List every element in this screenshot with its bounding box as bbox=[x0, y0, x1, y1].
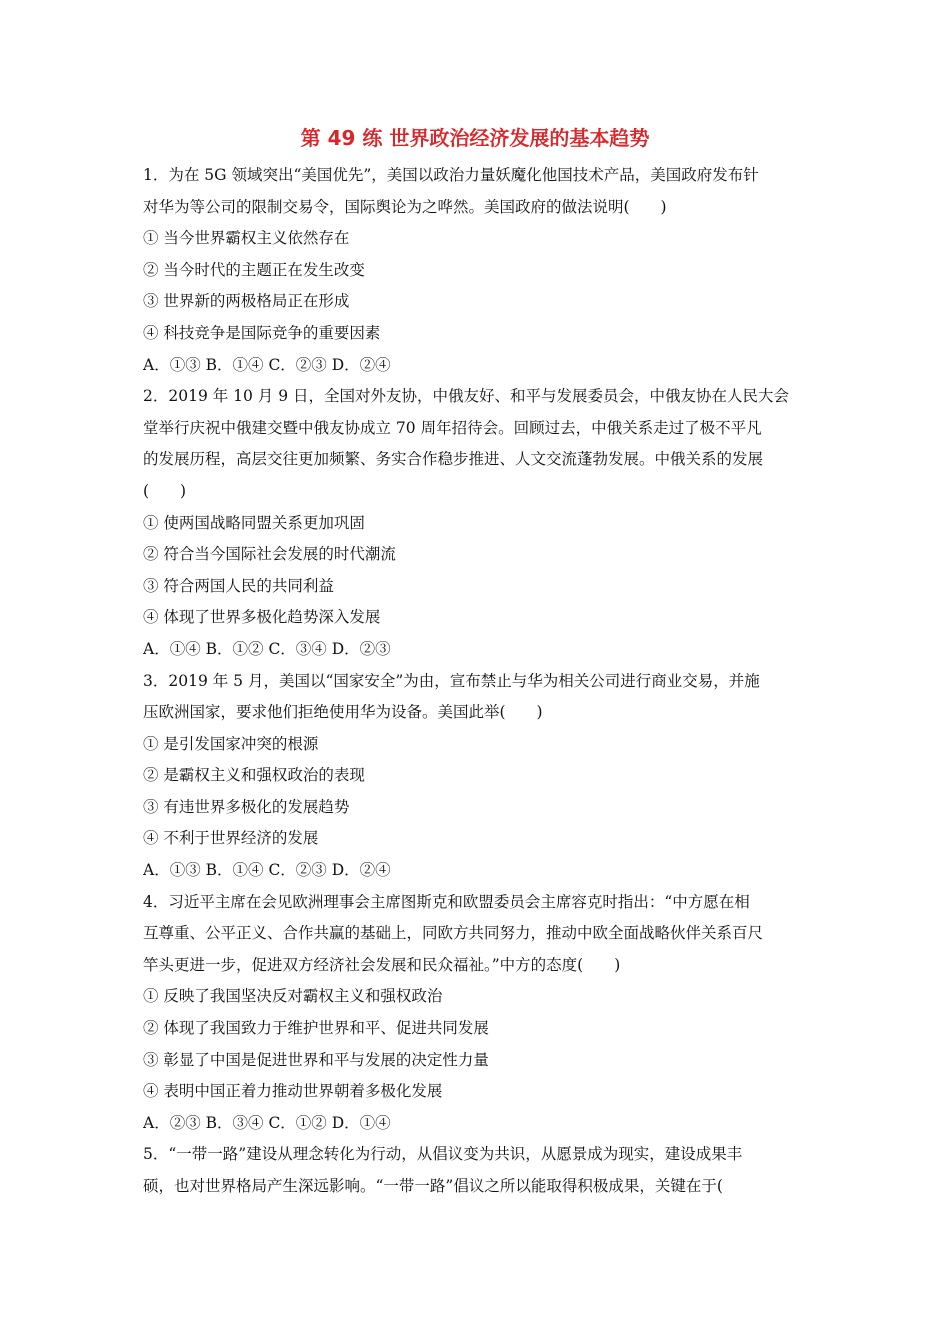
option-line: ④ 体现了世界多极化趋势深入发展 bbox=[143, 608, 381, 627]
option-line: ④ 不利于世界经济的发展 bbox=[143, 829, 319, 848]
text-line: 堂举行庆祝中俄建交暨中俄友协成立 70 周年招待会。回顾过去，中俄关系走过了极不平凡 bbox=[143, 418, 762, 437]
text-line: 硕，也对世界格局产生深远影响。“一带一路”倡议之所以能取得积极成果，关键在于( bbox=[143, 1177, 723, 1195]
option-line: ③ 世界新的两极格局正在形成 bbox=[143, 292, 350, 311]
question-body bbox=[143, 160, 813, 1203]
text-line: 压欧洲国家，要求他们拒绝使用华为设备。美国此举( ) bbox=[143, 703, 543, 722]
answer-choices: A．①③ B．①④ C．②③ D．②④ bbox=[143, 861, 391, 880]
answer-choices: A．①③ B．①④ C．②③ D．②④ bbox=[143, 355, 391, 374]
text-line: ( ) bbox=[143, 481, 187, 500]
option-line: ④ 科技竞争是国际竞争的重要因素 bbox=[143, 323, 381, 342]
option-line: ① 使两国战略同盟关系更加巩固 bbox=[143, 513, 365, 532]
text-line: 的发展历程，高层交往更加频繁、务实合作稳步推进、人文交流蓬勃发展。中俄关系的发展 bbox=[143, 450, 764, 469]
option-line: ② 体现了我国致力于维护世界和平、促进共同发展 bbox=[143, 1019, 489, 1038]
text-line: 3．2019 年 5 月，美国以“国家安全”为由，宣布禁止与华为相关公司进行商业交易，并施 bbox=[143, 671, 760, 690]
option-line: ① 是引发国家冲突的根源 bbox=[143, 734, 319, 753]
option-line: ① 当今世界霸权主义依然存在 bbox=[143, 229, 350, 248]
page-title: 第 49 练 世界政治经济发展的基本趋势 bbox=[300, 126, 650, 150]
text-line: 对华为等公司的限制交易令，国际舆论为之哗然。美国政府的做法说明( ) bbox=[143, 197, 667, 216]
text-line: 2．2019 年 10 月 9 日，全国对外友协，中俄友好、和平与发展委员会，中俄友协在人民大会 bbox=[143, 387, 790, 406]
option-line: ② 符合当今国际社会发展的时代潮流 bbox=[143, 545, 396, 564]
option-line: ③ 彰显了中国是促进世界和平与发展的决定性力量 bbox=[143, 1050, 489, 1069]
text-line: 5．“一带一路”建设从理念转化为行动，从倡议变为共识，从愿景成为现实，建设成果丰 bbox=[143, 1145, 743, 1164]
text-line: 4．习近平主席在会见欧洲理事会主席图斯克和欧盟委员会主席容克时指出：“中方愿在相 bbox=[143, 892, 750, 911]
option-line: ② 当今时代的主题正在发生改变 bbox=[143, 260, 365, 279]
text-line: 互尊重、公平正义、合作共赢的基础上，同欧方共同努力，推动中欧全面战略伙伴关系百尺 bbox=[143, 924, 764, 943]
text-line: 竿头更进一步，促进双方经济社会发展和民众福祉。”中方的态度( ) bbox=[143, 955, 621, 974]
answer-choices: A．①④ B．①② C．③④ D．②③ bbox=[143, 639, 391, 658]
option-line: ③ 有违世界多极化的发展趋势 bbox=[143, 797, 350, 816]
option-line: ① 反映了我国坚决反对霸权主义和强权政治 bbox=[143, 987, 443, 1006]
option-line: ② 是霸权主义和强权政治的表现 bbox=[143, 766, 365, 785]
option-line: ④ 表明中国正着力推动世界朝着多极化发展 bbox=[143, 1082, 443, 1101]
answer-choices: A．②③ B．③④ C．①② D．①④ bbox=[143, 1113, 391, 1132]
text-line: 1．为在 5G 领域突出“美国优先”，美国以政治力量妖魔化他国技术产品，美国政府发布针 bbox=[143, 166, 759, 184]
option-line: ③ 符合两国人民的共同利益 bbox=[143, 576, 334, 595]
